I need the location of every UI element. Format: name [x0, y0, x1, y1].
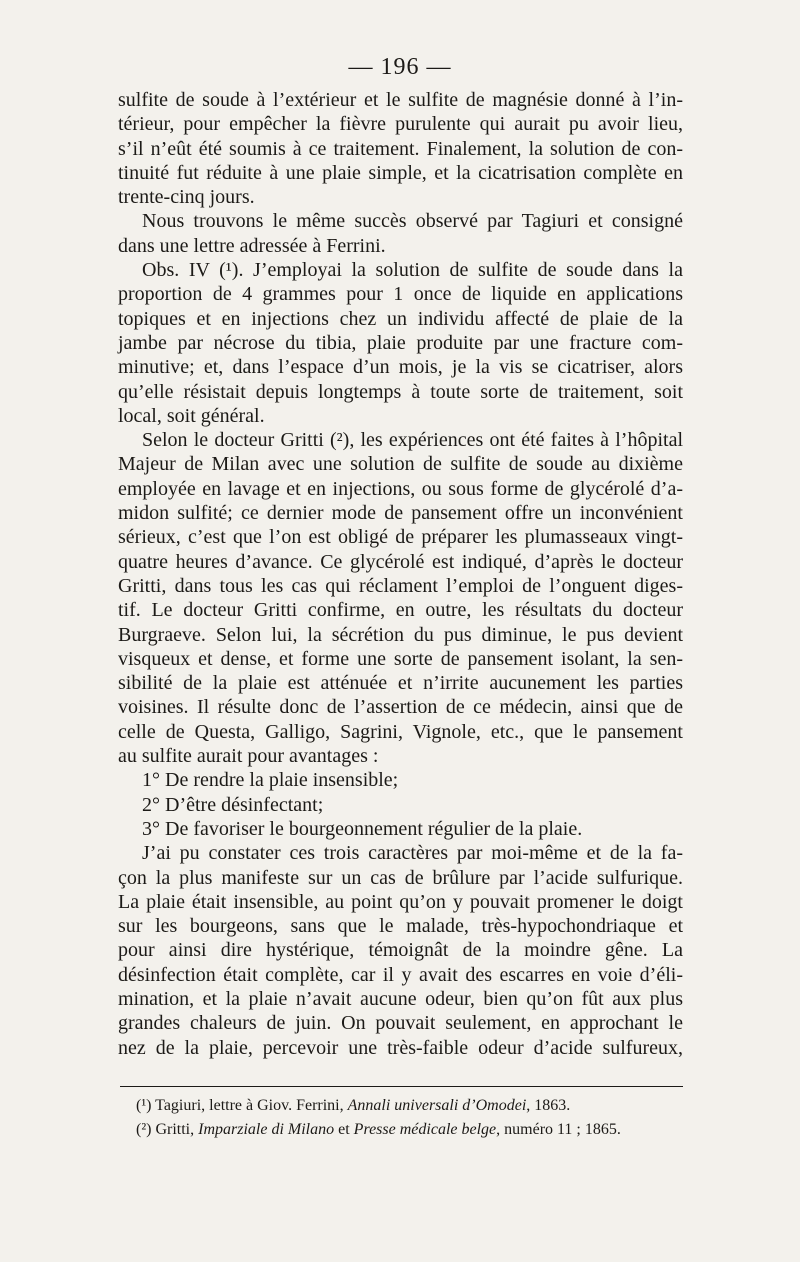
text-line: Selon le docteur Gritti (²), les expériences ont été faites à l’hôpital — [142, 429, 683, 452]
text-line: jambe par nécrose du tibia, plaie produite par une fracture com- — [118, 331, 683, 354]
text-line: sulfite de soude à l’extérieur et le sulfite de magnésie donné à l’in- — [118, 89, 683, 111]
text-line: Nous trouvons le même succès observé par Tagiuri et consigné — [142, 210, 683, 233]
list-item: 3° De favoriser le bourgeonnement régulier de la plaie. — [142, 817, 583, 840]
text-line: quatre heures d’avance. Ce glycérolé est indiqué, d’après le docteur — [118, 550, 683, 573]
text-line: térieur, pour empêcher la fièvre purulente qui aurait pu avoir lieu, — [118, 113, 683, 136]
text-line: midon sulfité; ce dernier mode de pansement offre un inconvénient — [118, 502, 683, 525]
text-line: sérieux, c’est que l’on est obligé de préparer les plumasseaux vingt- — [118, 526, 683, 549]
text-line: tif. Le docteur Gritti confirme, en outre, les résultats du docteur — [118, 599, 683, 622]
text-line: minutive; et, dans l’espace d’un mois, je la vis se cicatriser, alors — [118, 356, 683, 379]
list-item: 2° D’être désinfectant; — [142, 793, 324, 816]
text-line: au sulfite aurait pour avantages : — [118, 745, 379, 768]
list-item: 1° De rendre la plaie insensible; — [142, 769, 399, 792]
text-line: nez de la plaie, percevoir une très-faible odeur d’acide sulfureux, — [118, 1036, 683, 1059]
text-line: grandes chaleurs de juin. On pouvait seulement, en approchant le — [118, 1012, 683, 1035]
text-line: s’il n’eût été soumis à ce traitement. Finalement, la solution de con- — [118, 137, 683, 160]
text-line: local, soit général. — [118, 404, 265, 427]
text-line: J’ai pu constater ces trois caractères par moi-même et de la fa- — [142, 842, 683, 865]
text-line: désinfection était complète, car il y avait des escarres en voie d’éli- — [118, 963, 683, 986]
footnote-1 — [136, 1094, 684, 1118]
footnote-text: Tagiuri, lettre à Giov. Ferrini, — [151, 1097, 348, 1114]
text-line: Gritti, dans tous les cas qui réclament l’emploi de l’onguent diges- — [118, 574, 683, 597]
footnote-2 — [136, 1118, 684, 1142]
footnotes — [136, 1094, 684, 1142]
text-line: visqueux et dense, et forme une sorte de pansement isolant, la sen- — [118, 647, 683, 670]
page-number: — 196 — — [348, 54, 452, 80]
text-line: pour ainsi dire hystérique, témoignât de la moindre gêne. La — [118, 939, 683, 962]
text-line: Burgraeve. Selon lui, la sécrétion du pus diminue, le pus devient — [118, 623, 683, 646]
text-line: proportion de 4 grammes pour 1 once de liquide en applications — [118, 283, 683, 306]
footnote-divider — [120, 1086, 683, 1087]
text-line: Majeur de Milan avec une solution de sulfite de soude au dixième — [118, 453, 683, 476]
text-line: Obs. IV (¹). J’employai la solution de sulfite de soude dans la — [142, 259, 683, 282]
footnote-text: , numéro 11 ; 1865. — [496, 1121, 621, 1138]
text-line: qu’elle résistait depuis longtemps à toute sorte de traitement, soit — [118, 380, 683, 403]
footnote-journal: Presse médicale belge — [353, 1121, 497, 1138]
text-line: sibilité de la plaie est atténuée et n’irrite aucunement les parties — [118, 672, 683, 695]
text-line: mination, et la plaie n’avait aucune odeur, bien qu’on fût aux plus — [118, 987, 683, 1010]
text-line: çon la plus manifeste sur un cas de brûlure par l’acide sulfurique. — [118, 866, 683, 889]
text-line: La plaie était insensible, au point qu’on y pouvait promener le doigt — [118, 890, 683, 913]
footnote-text: et — [334, 1121, 354, 1138]
text-line: employée en lavage et en injections, ou sous forme de glycérolé d’a- — [118, 477, 683, 500]
footnote-marker: (²) — [136, 1121, 152, 1138]
footnote-text: Gritti, — [151, 1121, 199, 1138]
footnote-journal: Imparziale di Milano — [198, 1121, 335, 1138]
text-line: sur les bourgeons, sans que le malade, très-hypochondriaque et — [118, 915, 683, 938]
footnote-journal: Annali universali d’Omodei — [347, 1097, 527, 1114]
text-line: trente-cinq jours. — [118, 186, 255, 209]
text-line: celle de Questa, Galligo, Sagrini, Vignole, etc., que le pansement — [118, 720, 683, 743]
text-line: dans une lettre adressée à Ferrini. — [118, 234, 386, 257]
text-line: tinuité fut réduite à une plaie simple, et la cicatrisation complète en — [118, 161, 683, 184]
text-line: voisines. Il résulte donc de l’assertion de ce médecin, ainsi que de — [118, 696, 683, 719]
footnote-text: , 1863. — [526, 1097, 571, 1114]
text-line: topiques et en injections chez un individu affecté de plaie de la — [118, 307, 683, 330]
body-text — [118, 88, 683, 1060]
footnote-marker: (¹) — [136, 1097, 152, 1114]
